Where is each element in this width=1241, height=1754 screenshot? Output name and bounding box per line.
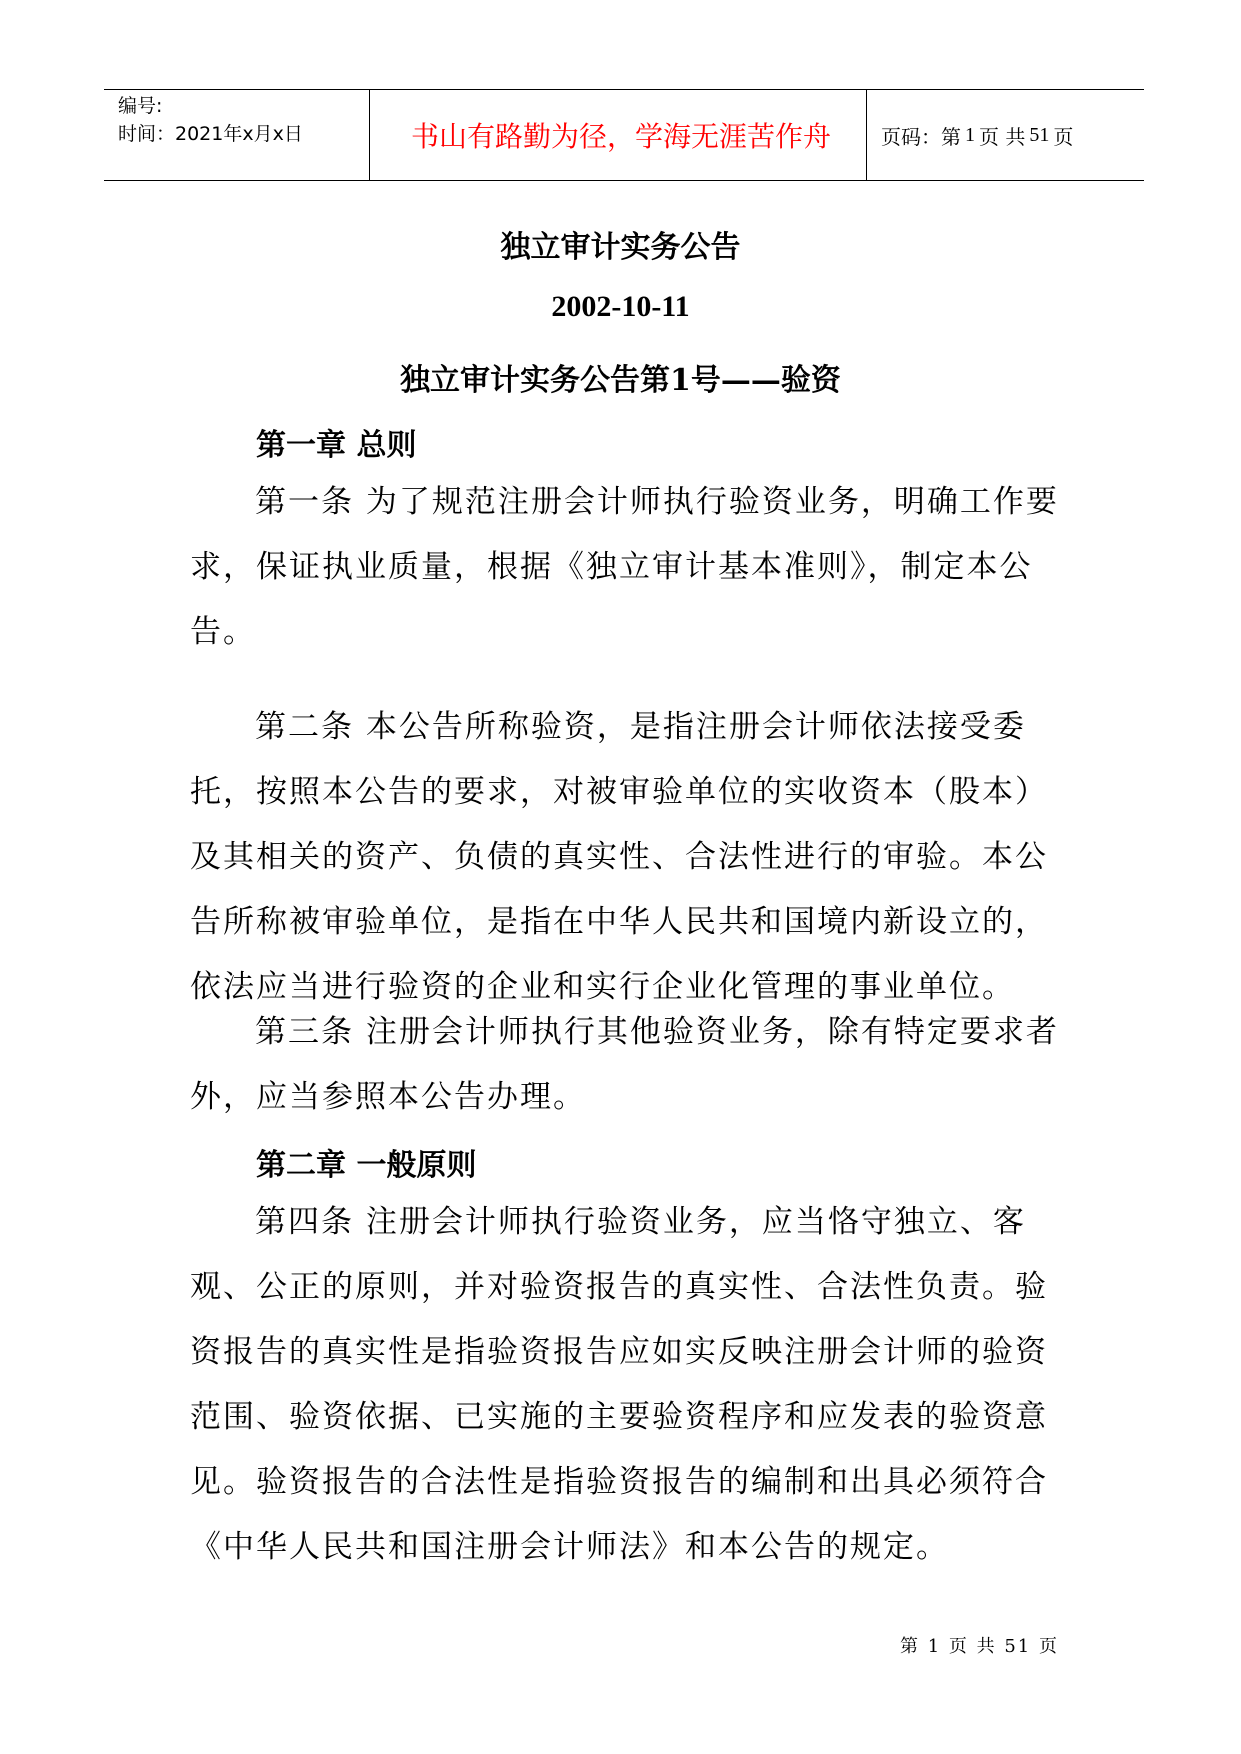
document-title: 独立审计实务公告 bbox=[500, 230, 741, 265]
header-page-number bbox=[867, 90, 1144, 180]
chapter-heading-2: 第二章 一般原则 bbox=[256, 1148, 477, 1183]
article-4: 第四条 注册会计师执行验资业务，应当恪守独立、客观、公正的原则，并对验资报告的真实性、合法性负责。验资报告的真实性是指验资报告应如实反映注册会计师的验资范围、验资依据、已实施的主要验资程序和应发表的验资意见。验资报告的合法性是指验资报告的编制和出具必须符合《中华人民共和国注册会计师法》和本公告的规定。 bbox=[190, 1204, 1048, 1565]
chapter-heading-1: 第一章 总则 bbox=[256, 428, 417, 463]
page-current: 1 bbox=[965, 123, 975, 146]
article-2: 第二条 本公告所称验资，是指注册会计师依法接受委托，按照本公告的要求，对被审验单位的实收资本（股本）及其相关的资产、负债的真实性、合法性进行的审验。本公告所称被审验单位，是指在中华人民共和国境内新设立的，依法应当进行验资的企业和实行企业化管理的事业单位。 bbox=[190, 709, 1048, 1005]
document-time: 时间：2021年x月x日 bbox=[118, 123, 303, 145]
page-suffix: 页 bbox=[1053, 124, 1074, 149]
page-prefix: 页码：第 bbox=[881, 124, 961, 149]
header-meta bbox=[104, 90, 370, 180]
page-total: 51 bbox=[1029, 123, 1050, 146]
article-3: 第三条 注册会计师执行其他验资业务，除有特定要求者外，应当参照本公告办理。 bbox=[190, 1014, 1059, 1115]
page-header bbox=[104, 89, 1144, 181]
document-subtitle: 独立审计实务公告第1号——验资 bbox=[400, 363, 841, 398]
page-footer: 第 1 页 共 51 页 bbox=[900, 1636, 1059, 1657]
document-date: 2002-10-11 bbox=[551, 290, 690, 323]
document-number-label: 编号: bbox=[118, 95, 163, 117]
page-mid: 页 共 bbox=[979, 124, 1026, 149]
article-1: 第一条 为了规范注册会计师执行验资业务，明确工作要求，保证执业质量，根据《独立审计基本准则》，制定本公告。 bbox=[190, 484, 1059, 650]
header-motto: 书山有路勤为径，学海无涯苦作舟 bbox=[370, 90, 867, 180]
